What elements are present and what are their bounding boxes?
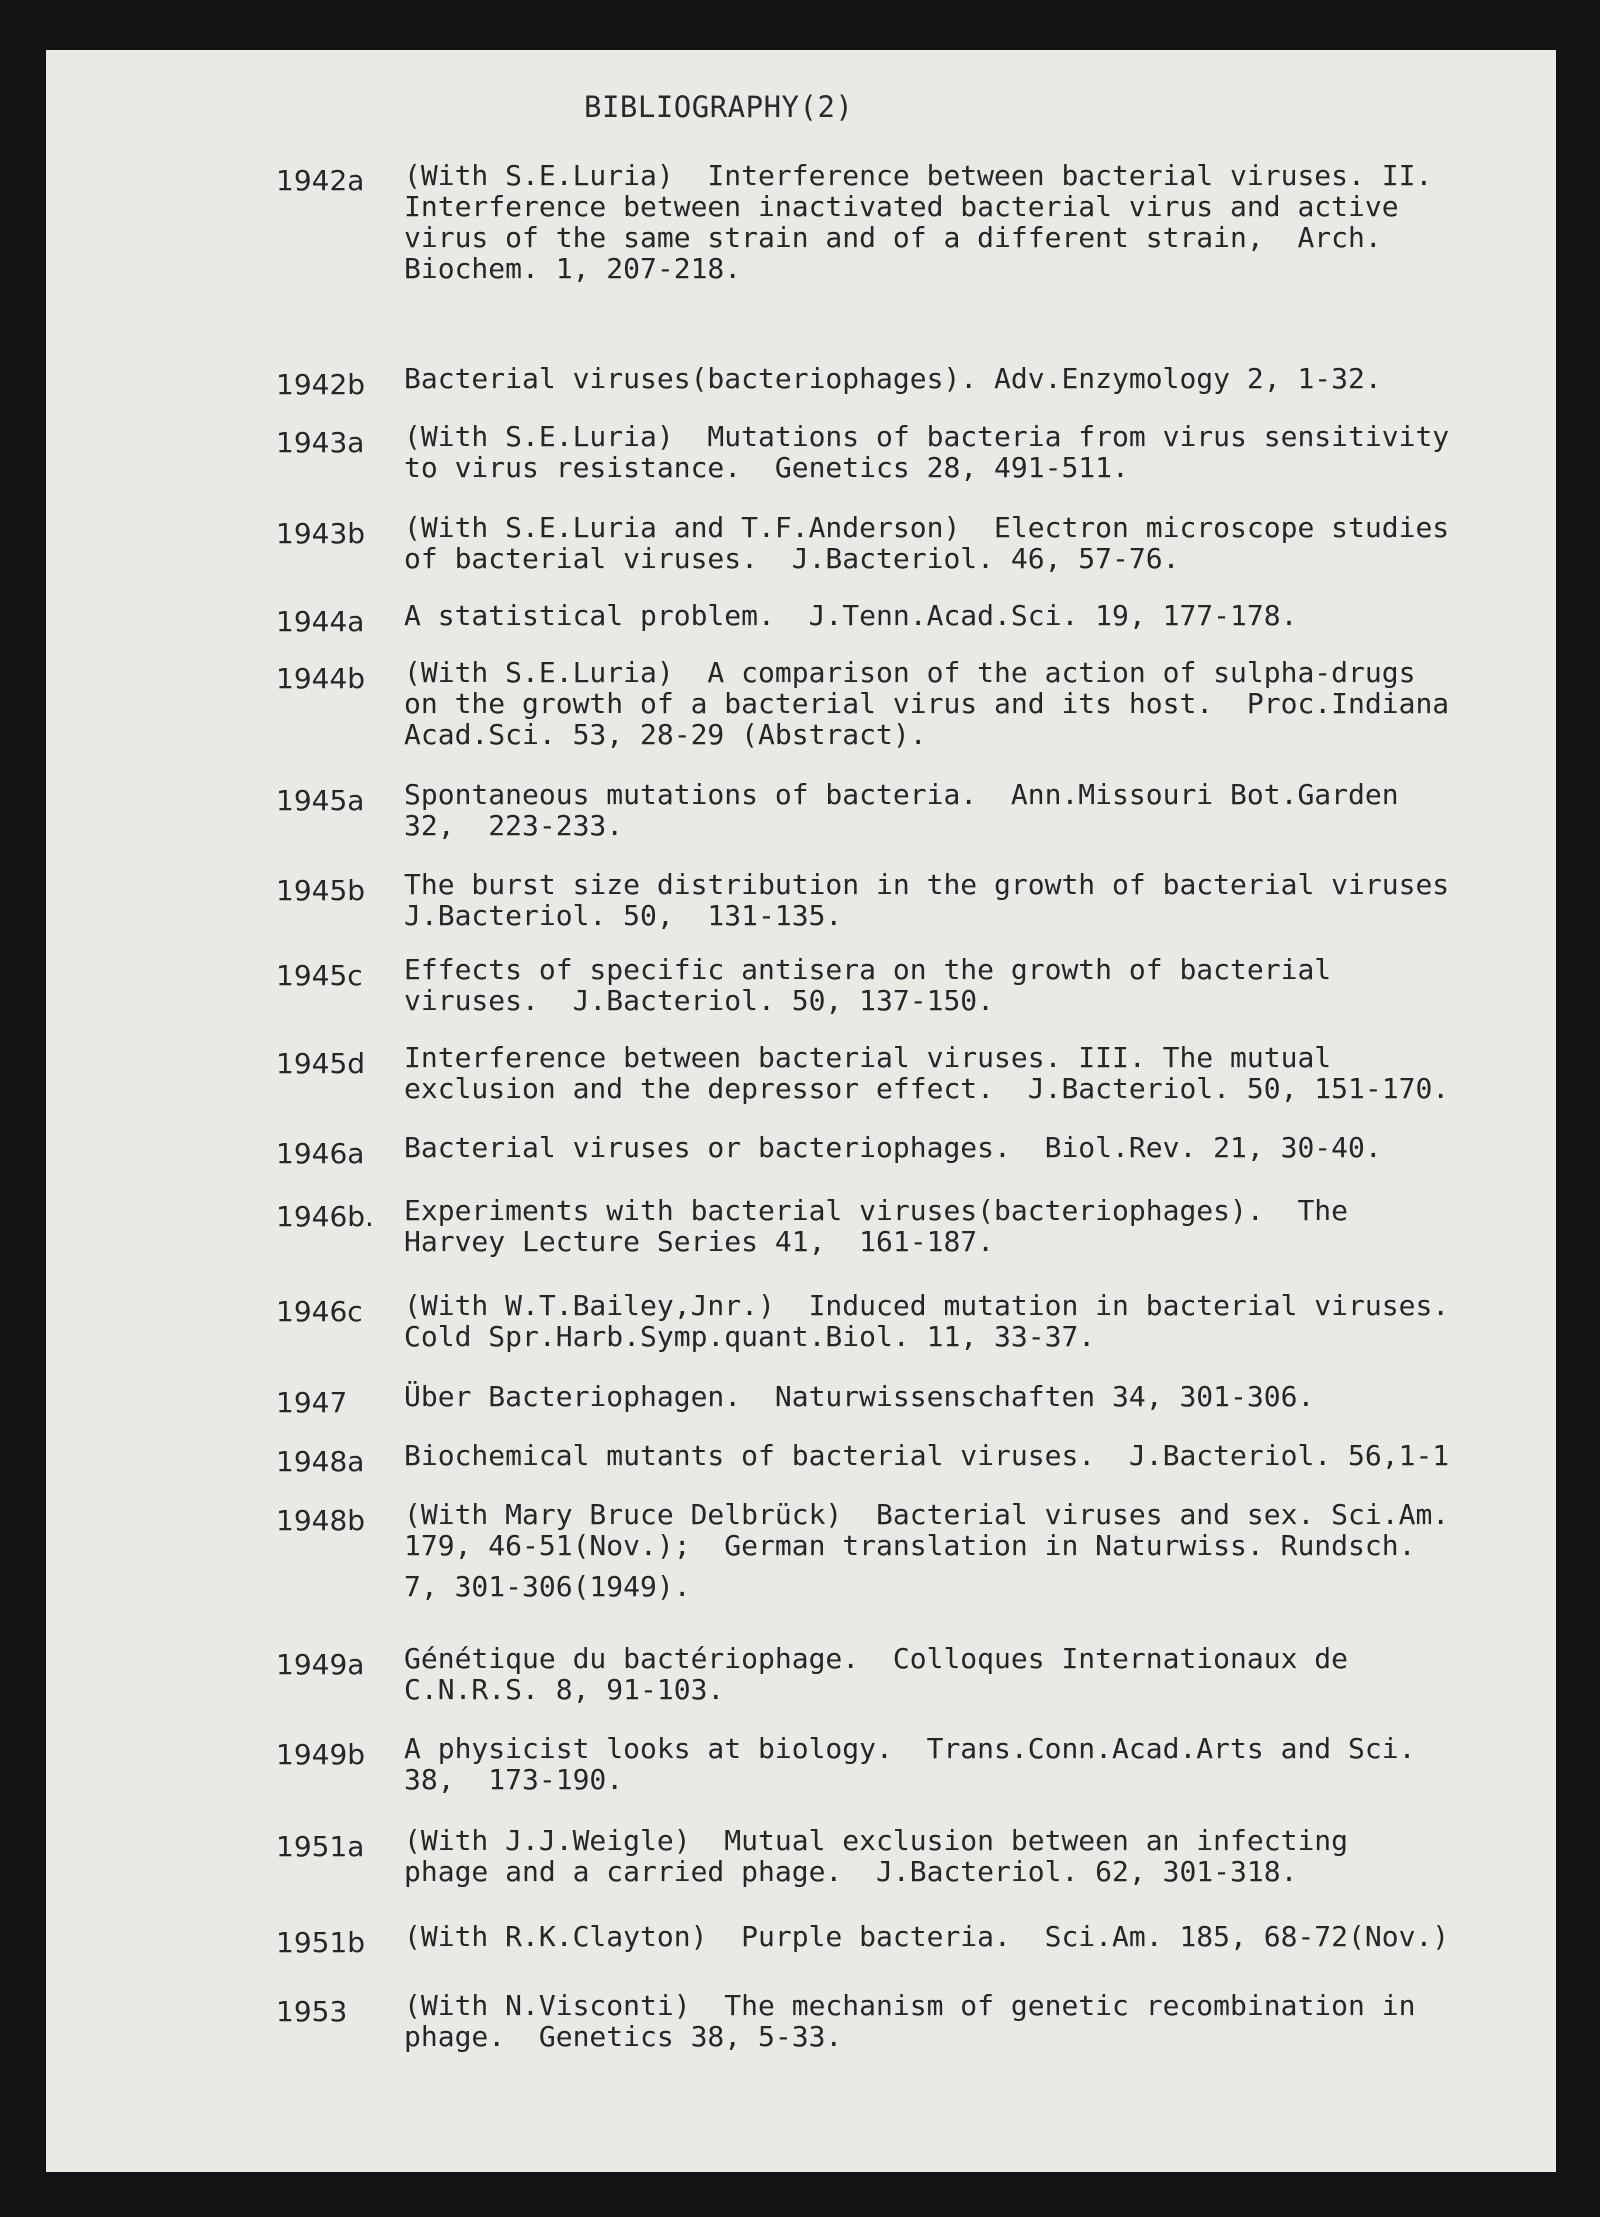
citation-line: C.N.R.S. 8, 91-103. (404, 1673, 725, 1706)
entry-year: 1943a (276, 426, 365, 459)
citation-line: Interference between bacterial viruses. III. The mutual (404, 1041, 1332, 1074)
citation-line: phage and a carried phage. J.Bacteriol. 62, 301-318. (404, 1855, 1298, 1888)
citation-line: 32, 223-233. (404, 809, 624, 842)
citation-line: (With N.Visconti) The mechanism of genetic recombination in (404, 1989, 1416, 2022)
entry-year: 1946a (276, 1137, 365, 1170)
citation-line: exclusion and the depressor effect. J.Bacteriol. 50, 151-170. (404, 1072, 1450, 1105)
entry-year: 1948b (276, 1504, 366, 1537)
entry-year: 1946c (276, 1295, 363, 1328)
entry-citation (404, 657, 1554, 750)
entry-citation (404, 363, 1554, 394)
entry-citation (404, 1499, 1554, 1602)
citation-line: The burst size distribution in the growth of bacterial viruses (404, 868, 1450, 901)
entry-citation (404, 869, 1554, 931)
entry-citation (404, 1381, 1554, 1412)
entry-citation (404, 1990, 1554, 2052)
entry-citation (404, 1921, 1554, 1952)
entry-year: 1944a (276, 605, 365, 638)
citation-line: 7, 301-306(1949). (404, 1570, 691, 1603)
citation-line: viruses. J.Bacteriol. 50, 137-150. (404, 984, 995, 1017)
citation-line: (With S.E.Luria and T.F.Anderson) Electron microscope studies (404, 511, 1450, 544)
entry-citation (404, 1195, 1554, 1257)
entry-citation (404, 1290, 1554, 1352)
entry-year: 1943b (276, 517, 366, 550)
citation-line: Bacterial viruses or bacteriophages. Biol.Rev. 21, 30-40. (404, 1131, 1382, 1164)
citation-line: to virus resistance. Genetics 28, 491-511. (404, 451, 1129, 484)
citation-line: on the growth of a bacterial virus and its host. Proc.Indiana (404, 687, 1450, 720)
citation-line: Biochemical mutants of bacterial viruses. J.Bacteriol. 56,1-1 (404, 1439, 1450, 1472)
citation-line: (With Mary Bruce Delbrück) Bacterial viruses and sex. Sci.Am. (404, 1498, 1450, 1531)
citation-line: phage. Genetics 38, 5-33. (404, 2020, 843, 2053)
entry-citation (404, 1132, 1554, 1163)
entry-year: 1947 (276, 1386, 348, 1419)
entry-citation (404, 512, 1554, 574)
citation-line: Experiments with bacterial viruses(bacteriophages). The (404, 1194, 1349, 1227)
entry-citation (404, 1825, 1554, 1887)
entry-year: 1951b (276, 1926, 366, 1959)
entry-year: 1949b (276, 1738, 366, 1771)
citation-line: (With W.T.Bailey,Jnr.) Induced mutation in bacterial viruses. (404, 1289, 1450, 1322)
entry-citation (404, 1733, 1554, 1795)
document-page (46, 50, 1556, 2172)
citation-line: Effects of specific antisera on the growth of bacterial (404, 953, 1332, 986)
citation-line: J.Bacteriol. 50, 131-135. (404, 899, 843, 932)
citation-line: (With R.K.Clayton) Purple bacteria. Sci.Am. 185, 68-72(Nov.) (404, 1920, 1450, 1953)
citation-line: of bacterial viruses. J.Bacteriol. 46, 57-76. (404, 542, 1180, 575)
citation-line: 38, 173-190. (404, 1763, 624, 1796)
entry-year: 1945d (276, 1047, 366, 1080)
citation-line: Über Bacteriophagen. Naturwissenschaften 34, 301-306. (404, 1380, 1315, 1413)
entry-year: 1944b (276, 662, 366, 695)
citation-line: (With J.J.Weigle) Mutual exclusion between an infecting (404, 1824, 1349, 1857)
entry-year: 1946b. (276, 1200, 374, 1233)
citation-line: Biochem. 1, 207-218. (404, 252, 742, 285)
entry-year: 1945a (276, 784, 365, 817)
citation-line: 179, 46-51(Nov.); German translation in Naturwiss. Rundsch. (404, 1529, 1416, 1562)
citation-line: (With S.E.Luria) A comparison of the action of sulpha-drugs (404, 656, 1416, 689)
entry-year: 1945b (276, 874, 366, 907)
entry-year: 1951a (276, 1830, 365, 1863)
citation-line: Acad.Sci. 53, 28-29 (Abstract). (404, 718, 927, 751)
entry-citation (404, 160, 1554, 284)
entry-citation (404, 1440, 1554, 1471)
entry-citation (404, 954, 1554, 1016)
citation-line: Cold Spr.Harb.Symp.quant.Biol. 11, 33-37. (404, 1320, 1096, 1353)
entry-year: 1949a (276, 1648, 365, 1681)
entry-year: 1953 (276, 1995, 348, 2028)
entry-year: 1945c (276, 959, 363, 992)
entry-citation (404, 1042, 1554, 1104)
entry-year: 1942b (276, 368, 366, 401)
citation-line: virus of the same strain and of a different strain, Arch. (404, 221, 1382, 254)
citation-line: (With S.E.Luria) Mutations of bacteria from virus sensitivity (404, 420, 1450, 453)
citation-line: Spontaneous mutations of bacteria. Ann.Missouri Bot.Garden (404, 778, 1399, 811)
citation-line: (With S.E.Luria) Interference between bacterial viruses. II. (404, 159, 1433, 192)
entry-citation (404, 600, 1554, 631)
citation-line: Bacterial viruses(bacteriophages). Adv.Enzymology 2, 1-32. (404, 362, 1382, 395)
citation-line: Interference between inactivated bacterial virus and active (404, 190, 1399, 223)
citation-line: A statistical problem. J.Tenn.Acad.Sci. 19, 177-178. (404, 599, 1298, 632)
bibliography-list (46, 50, 1556, 2172)
page-title: BIBLIOGRAPHY(2) (584, 90, 854, 124)
entry-citation (404, 779, 1554, 841)
entry-year: 1948a (276, 1445, 365, 1478)
citation-line: Génétique du bactériophage. Colloques Internationaux de (404, 1642, 1349, 1675)
citation-line: Harvey Lecture Series 41, 161-187. (404, 1225, 995, 1258)
entry-citation (404, 421, 1554, 483)
citation-line: A physicist looks at biology. Trans.Conn.Acad.Arts and Sci. (404, 1732, 1416, 1765)
entry-citation (404, 1643, 1554, 1705)
entry-year: 1942a (276, 164, 365, 197)
